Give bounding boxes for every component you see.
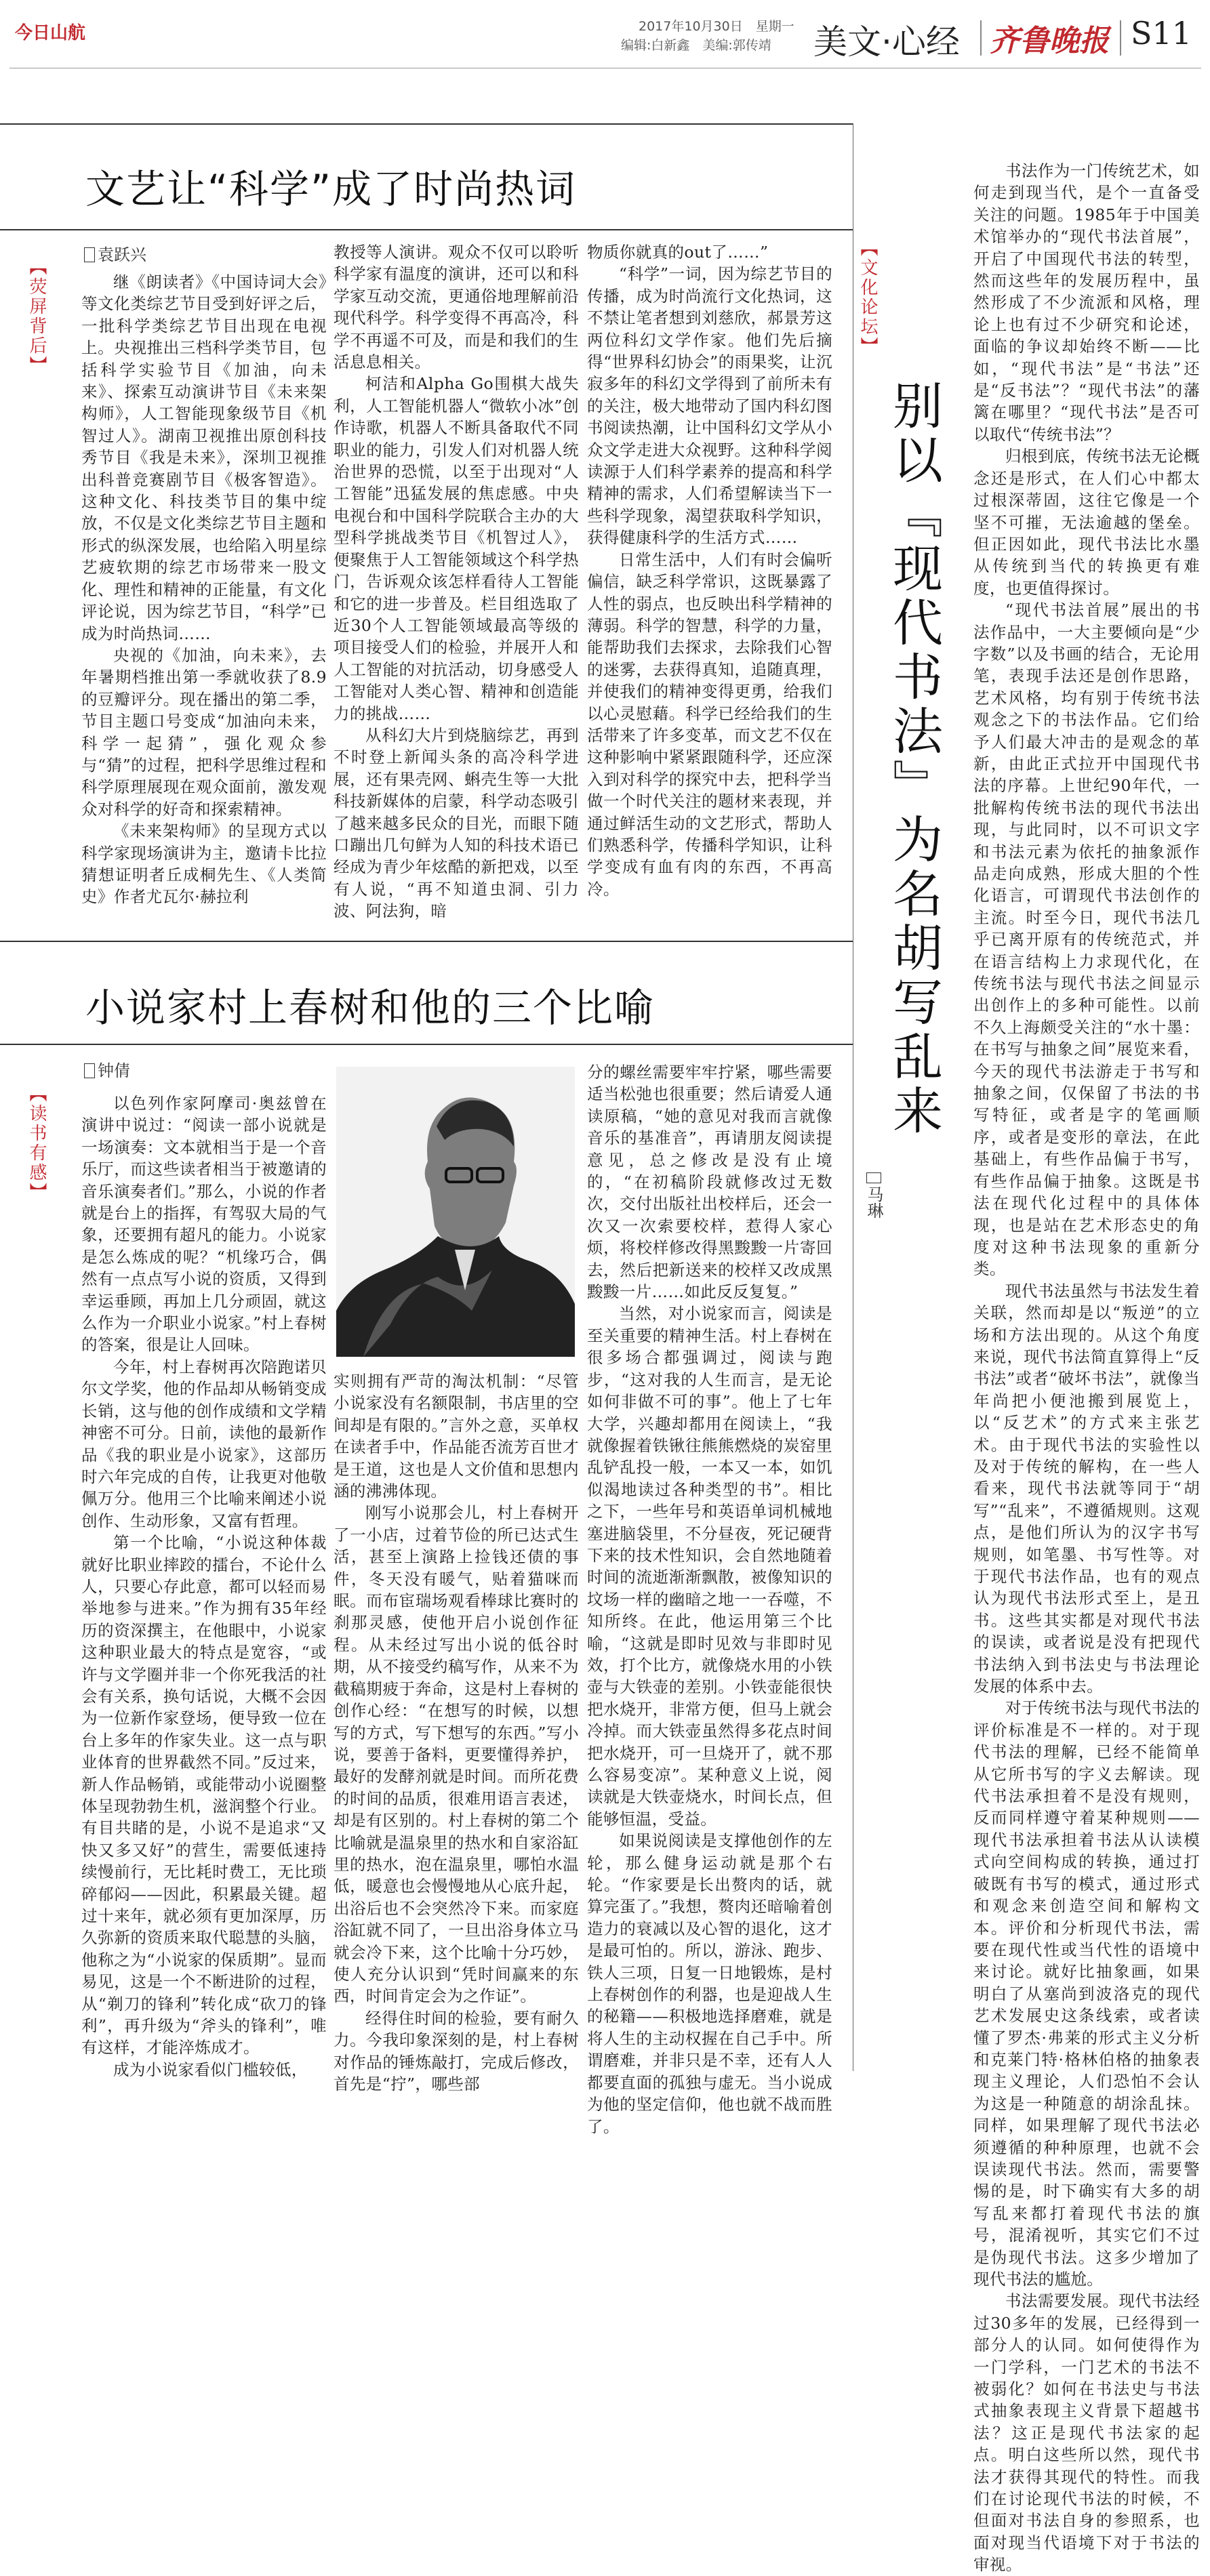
header-divider bbox=[1120, 20, 1121, 56]
article2-headline: 小说家村上春树和他的三个比喻 bbox=[85, 985, 656, 1031]
editors-line: 编辑:白新鑫 美编:郭传靖 bbox=[621, 38, 771, 53]
article1-column-tag: 【荧屏背后】 bbox=[26, 258, 47, 375]
header-divider bbox=[980, 20, 982, 56]
paragraph: 书法需要发展。现代书法经过30多年的发展，已经得到一部分人的认同。如何使得作为一门学科，一门艺术的书法不被弱化？如何在书法史与书法式抽象表现主义背景下超越书法？这正是现代书法家的起点。明白这些所以然，现代书法才获得其现代的特性。而我们在讨论现代书法的时候，不但面对书法自身的参照系，也面对现当代语境下对于书法的审视。 bbox=[973, 2291, 1200, 2575]
byline-box-icon bbox=[866, 1172, 881, 1183]
paragraph: 继《朗读者》《中国诗词大会》等文化类综艺节目受到好评之后，一批科学类综艺节目出现在电视上。央视推出三档科学类节目，包括科学实验节目《加油，向未来》、探索互动演讲节目《未来架构师》，人工智能现象级节目《机智过人》。湖南卫视推出原创科技秀节目《我是未来》，深圳卫视推出科普竞赛剧节目《极客智造》。这种文化、科技类节目的集中绽放，不仅是文化类综艺节目主题和形式的纵深发展，也给陷入明星综艺疲软期的综艺市场带来一股文化、理性和精神的正能量，有文化评论说，因为综艺节目，“科学”已成为时尚热词…… bbox=[81, 272, 327, 643]
paragraph: 分的螺丝需要牢牢拧紧，哪些需要适当松弛也很重要；然后请爱人通读原稿，“她的意见对我而言就像音乐的基准音”，再请朋友阅读提意见，总之修改是没有止境的，“在初稿阶段就修改过无数次，交付出版社出校样后，还会一次又一次索要校样，惹得人家心烦，将校样修改得黑黢黢一片寄回去，然后把新送来的校样又改成黑黢黢一片……如此反反复复。” bbox=[587, 1063, 832, 1302]
paragraph: 教授等人演讲。观众不仅可以聆听科学家有温度的演讲，还可以和科学家互动交流，更通俗地理解前沿现代科学。科学变得不再高冷，科学不再遥不可及，而是和我们的生活息息相关。 bbox=[334, 243, 579, 372]
paragraph: 现代书法虽然与书法发生着关联，然而却是以“叛逆”的立场和方法出现的。从这个角度来说，现代书法简直算得上“反书法”或者“破坏书法”，就像当年尚把小便池搬到展览上，以“反艺术”的方式来主张艺术。由于现代书法的实验性以及对于传统的解构，在一些人看来，现代书法就等同于“胡写”“乱来”，不遵循规则。这观点，是他们所认为的汉字书写规则，如笔墨、书写性等。对于现代书法作品，也有的观点认为现代书法形式至上，是丑书。这些其实都是对现代书法的误读，或者说是没有把现代书法纳入到书法史与书法理论发展的体系中去。 bbox=[973, 1281, 1200, 1696]
article2-byline bbox=[84, 1057, 130, 1081]
article3-column-tag: 【文化论坛】 bbox=[858, 239, 878, 356]
newspaper-logo: 齐鲁晚报 bbox=[990, 24, 1109, 58]
paragraph: 归根到底，传统书法无论概念还是形式，在人们心中都太过根深蒂固，这往它像是一个坚不可摧，无法逾越的堡垒。但正因如此，现代书法比水墨从传统到当代的转换更有难度，也更值得探讨。 bbox=[973, 447, 1200, 598]
article2-top-rule bbox=[0, 941, 853, 942]
article1-headline: 文艺让“科学”成了时尚热词 bbox=[85, 166, 577, 212]
article1-col1 bbox=[81, 271, 327, 962]
paragraph: 日常生活中，人们有时会偏听偏信，缺乏科学常识，这既暴露了人性的弱点，也反映出科学精神的薄弱。科学的智慧，科学的力量，能帮助我们去探求，去除我们心智的迷雾，去获得真知，追随真理，并使我们的精神变得更勇，给我们以心灵慰藉。科学已经给我们的生活带来了许多变革，而文艺不仅在这种影响中紧紧跟随科学，还应深入到对科学的探究中去，把科学当做一个时代关注的题材来表现，并通过鲜活生动的文艺形式，帮助人们熟悉科学，传播科学知识，让科学变成有血有肉的东西，不再高冷。 bbox=[587, 550, 832, 899]
article1-col2 bbox=[334, 241, 579, 962]
article2-author: 钟倩 bbox=[98, 1061, 130, 1080]
paragraph: 《未来架构师》的呈现方式以科学家现场演讲为主，邀请卡比拉猜想证明者丘成桐先生、《人类简史》作者尤瓦尔·赫拉利 bbox=[81, 821, 327, 907]
article1-author: 袁跃兴 bbox=[98, 245, 146, 264]
byline-box-icon bbox=[84, 1063, 95, 1078]
issue-date: 2017年10月30日 星期一 bbox=[639, 19, 794, 34]
paragraph: 实则拥有严苛的淘汰机制：“尽管小说家没有名额限制，书店里的空间却是有限的。”言外之意，买单权在读者手中，作品能否流芳百世才是王道，这也是人文价值和思想内涵的沸沸体现。 bbox=[334, 1372, 579, 1501]
portrait-illustration bbox=[336, 1067, 575, 1357]
section-title: 美文·心经 bbox=[813, 22, 960, 62]
article3-body bbox=[973, 160, 1200, 2575]
article1-top-rule bbox=[0, 123, 853, 125]
article2-bottom-rule bbox=[0, 1044, 853, 1045]
paragraph: 物质你就真的out了……” bbox=[587, 243, 769, 262]
paragraph: 以色列作家阿摩司·奥兹曾在演讲中说过：“阅读一部小说就是一场演奏：文本就相当于是一个音乐厅，而这些读者相当于被邀请的音乐演奏者们。”那么，小说的作者就是台上的指挥，有驾驭大局的气象，还要拥有超凡的能力。小说家是怎么炼成的呢？“机缘巧合，偶然有一点点写小说的资质，又得到幸运垂顾，再加上几分顽固，就这么作为一介职业小说家。”村上春树的答案，很是让人回味。 bbox=[81, 1094, 327, 1355]
article2-col3 bbox=[587, 1061, 832, 2136]
paragraph: 今年，村上春树再次陪跑诺贝尔文学奖，他的作品却从畅销变成长销，这与他的创作成绩和文学精神密不可分。日前，读他的最新作品《我的职业是小说家》，这部历时六年完成的自传，让我更对他敬佩万分。他用三个比喻来阐述小说创作、生动形象，又富有哲理。 bbox=[81, 1357, 327, 1530]
paragraph: 如果说阅读是支撑他创作的左轮，那么健身运动就是那个右轮。“作家要是长出赘肉的话，就算完蛋了。”我想，赘肉还暗喻着创造力的衰减以及心智的退化，这才是最可怕的。所以，游泳、跑步、铁人三项，日复一日地锻炼，是村上春树创作的利器，也是迎战人生的秘籍——积极地选择磨难，就是将人生的主动权握在自己手中。所谓磨难，并非只是不幸，还有人人都要直面的孤独与虚无。当小说成为他的坚定信仰，他也就不战而胜了。 bbox=[587, 1831, 832, 2136]
paragraph: 央视的《加油，向未来》，去年暑期档推出第一季就收获了8.9的豆瓣评分。现在播出的第二季，节目主题口号变成“加油向未来，科学一起猜”，强化观众参与“猜”的过程，把科学思维过程和科学原理展现在观众面前，激发观众对科学的好奇和探索精神。 bbox=[81, 645, 327, 819]
byline-box-icon bbox=[84, 247, 95, 262]
paragraph: 经得住时间的检验，要有耐久力。今我印象深刻的是，村上春树对作品的锤炼敲打，完成后修改，首先是“拧”，哪些部 bbox=[334, 2008, 579, 2093]
paragraph: 书法作为一门传统艺术，如何走到现当代，是个一直备受关注的问题。1985年于中国美术馆举办的“现代书法首展”，开启了中国现代书法的转型，然而这些年的发展历程中，虽然形成了不少流派和风格，理论上也有过不少研究和论述，面临的争议却始终不断——比如，“现代书法”是“书法”还是“反书法”？“现代书法”的藩篱在哪里？“现代书法”是否可以取代“传统书法”？ bbox=[973, 161, 1200, 444]
article1-byline bbox=[84, 241, 146, 265]
article1-col3 bbox=[587, 241, 832, 962]
article2-column-tag: 【读书有感】 bbox=[26, 1084, 47, 1202]
paragraph: “科学”一词，因为综艺节目的传播，成为时尚流行文化热词，这不禁让笔者想到刘慈欣，郝景芳这两位科幻文学作家。他们先后摘得“世界科幻协会”的雨果奖，让沉寂多年的科幻文学得到了前所未有的关注，极大地带动了国内科幻图书阅读热潮，让中国科幻文学从小众文学走进大众视野。这种科学阅读源于人们科学素养的提高和科学精神的需求，人们希望解读当下一些科学现象，渴望获取科学知识，获得健康科学的生活方式…… bbox=[587, 264, 832, 548]
author-portrait-photo bbox=[336, 1067, 575, 1357]
paragraph: 对于传统书法与现代书法的评价标准是不一样的。对于现代书法的理解，已经不能简单从它所书写的字义去解读。现代书法承担着不是没有规则，反而同样遵守着某种规则——现代书法承担着书法从认读模式向空间构成的转换，通过打破既有书写的模式，通过形式和观念来创造空间和解构文本。评价和分析现代书法，需要在现代性或当代性的语境中来讨论。就好比抽象画，如果明白了从塞尚到波洛克的现代艺术发展史这条线索，或者读懂了罗杰·弗莱的形式主义分析和克莱门特·格林伯格的抽象表现主义理论，人们恐怕不会认为这是一种随意的胡涂乱抹。同样，如果理解了现代书法必须遵循的种种原理，也就不会误读现代书法。然而，需要警惕的是，时下确实有大多的胡写乱来都打着现代书法的旗号，混淆视听，其实它们不过是伪现代书法。这多少增加了现代书法的尴尬。 bbox=[973, 1698, 1200, 2289]
paragraph: “现代书法首展”展出的书法作品中，一大主要倾向是“少字数”以及书画的结合，无论用笔，表现手法还是创作思路，艺术风格，均有别于传统书法观念之下的书法作品。它们给予人们最大冲击的是观念的革新，由此正式拉开中国现代书法的序幕。上世纪90年代，一批解构传统书法的现代书法出现，与此同时，以不可识文字和书法元素为依托的抽象派作品走向成熟，形成大胆的个性化语言，可谓现代书法创作的主流。时至今日，现代书法几乎已离开原有的传统范式，并在语言结构上力求现代化，在传统书法与现代书法之间显示出创作上的多种可能性。以前不久上海颇受关注的“水十墨：在书写与抽象之间”展览来看，今天的现代书法游走于书写和抽象之间，仅保留了书法的书写特征，或者是字的笔画顺序，或者是变形的章法，在此基础上，有些作品偏于书写，有些作品偏于抽象。这既是书法在现代化过程中的具体体现，也是站在艺术形态史的角度对这种书法现象的重新分类。 bbox=[973, 600, 1200, 1279]
article2-col1 bbox=[81, 1092, 327, 2079]
paragraph: 柯洁和Alpha Go围棋大战失利，人工智能机器人“微软小冰”创作诗歌，机器人不断具备取代不同职业的能力，引发人们对机器人统治世界的恐慌，以至于出现对“人工智能”迅猛发展的焦虑感。中央电视台和中国科学院联合主办的大型科学挑战类节目《机智过人》，便聚焦于人工智能领域这个科学热门，告诉观众该怎样看待人工智能和它的进一步普及。栏目组选取了近30个人工智能领域最高等级的项目接受人们的检验，并展开人和人工智能的对抗活动，切身感受人工智能对人类心智、精神和创造能力的挑战…… bbox=[334, 374, 579, 723]
article3-author: 马琳 bbox=[864, 1186, 883, 1219]
paragraph: 刚写小说那会儿，村上春树开了一小店，过着节俭的所已达式生活，甚至上演路上捡钱还债的事件，冬天没有暖气，贴着猫咪而眠。而布宦瑞场观看棒球比赛时的刹那灵感，使他开启小说创作征程。从未经过写出小说的低谷时期，从不接受约稿写作，从来不为截稿期疲于奔命，这是村上春树的创作心经：“在想写的时候，以想写的方式，写下想写的东西。”写小说，要善于备料，更要懂得养护，最好的发酵剂就是时间。而所花费的时间的品质，很难用语言表述，却是有区别的。村上春树的第二个比喻就是温泉里的热水和自家浴缸里的热水，泡在温泉里，哪怕水温低，暖意也会慢慢地从心底升起，出浴后也不会突然冷下来。而家庭浴缸就不同了，一旦出浴身体立马就会冷下来，这个比喻十分巧妙，使人充分认识到“凭时间赢来的东西，时间肯定会为之作证”。 bbox=[334, 1503, 579, 2006]
paragraph: 成为小说家看似门槛较低， bbox=[113, 2060, 308, 2079]
paragraph: 第一个比喻，“小说这种体裁就好比职业摔跤的擂台，不论什么人，只要心存此意，都可以轻而易举地参与进来。”作为拥有35年经历的资深撰主，在他眼中，小说家这种职业最大的特点是宽容，“或许与文学圈并非一个你死我活的社会有关系，换句话说，大概不会因为一位新作家登场，便导致一位在台上多年的作家失业。这一点与职业体育的世界截然不同。”反过来，新人作品畅销，或能带动小说圈整体呈现勃勃生机，滋润整个行业。有目共睹的是，小说不是追求“又快又多又好”的营生，需要低速持续慢前行，无比耗时费工，无比琐碎郁闷——因此，积累最关键。超过十来年，就必须有更加深厚，历久弥新的资质来取代聪慧的头脑，他称之为“小说家的保质期”。显而易见，这是一个不断进阶的过程，从“剃刀的锋利”转化成“砍刀的锋利”，再升级为“斧头的锋利”，唯有这样，才能淬炼成才。 bbox=[81, 1533, 327, 2058]
page-left-label: 今日山航 bbox=[15, 23, 86, 43]
page-number: S11 bbox=[1131, 15, 1192, 52]
article1-bottom-rule bbox=[0, 229, 853, 230]
paragraph: 当然，对小说家而言，阅读是至关重要的精神生活。村上春树在很多场合都强调过，阅读与跑步，“这对我的人生而言，是无论如何非做不可的事”。他上了七年大学，兴趣却都用在阅读上，“我就像握着铁锹往熊熊燃烧的炭窑里乱铲乱投一般，一本又一本，如饥似渴地读过各种类型的书”。相比之下，一些年号和英语单词机械地塞进脑袋里，不分昼夜，死记硬背下来的技术性知识，会自然地随着时间的流逝渐渐飘散，被像知识的坟场一样的幽暗之地一一吞噬，不知所终。在此，他运用第三个比喻，“这就是即时见效与非即时见效，打个比方，就像烧水用的小铁壶与大铁壶的差别。小铁壶能很快把水烧开，非常方便，但马上就会冷掉。而大铁壶虽然得多花点时间把水烧开，可一旦烧开了，就不那么容易变凉”。某种意义上说，阅读就是大铁壶烧水，时间长点，但能够恒温，受益。 bbox=[587, 1304, 832, 1828]
paragraph: 从科幻大片到烧脑综艺，再到不时登上新闻头条的高冷科学进展，还有果壳网、蝌壳生等一大批科技新媒体的启蒙，科学动态吸引了越来越多民众的目光，而眼下随口蹦出几句鲜为人知的科技术语已经成为青少年炫酷的新把戏，以至有人说，“再不知道虫洞、引力波、阿法狗，暗 bbox=[334, 725, 579, 921]
article3-headline: 别以『现代书法』为名胡写乱来 bbox=[885, 380, 943, 1139]
article2-col2 bbox=[334, 1370, 579, 2093]
article3-byline bbox=[862, 1172, 886, 1219]
